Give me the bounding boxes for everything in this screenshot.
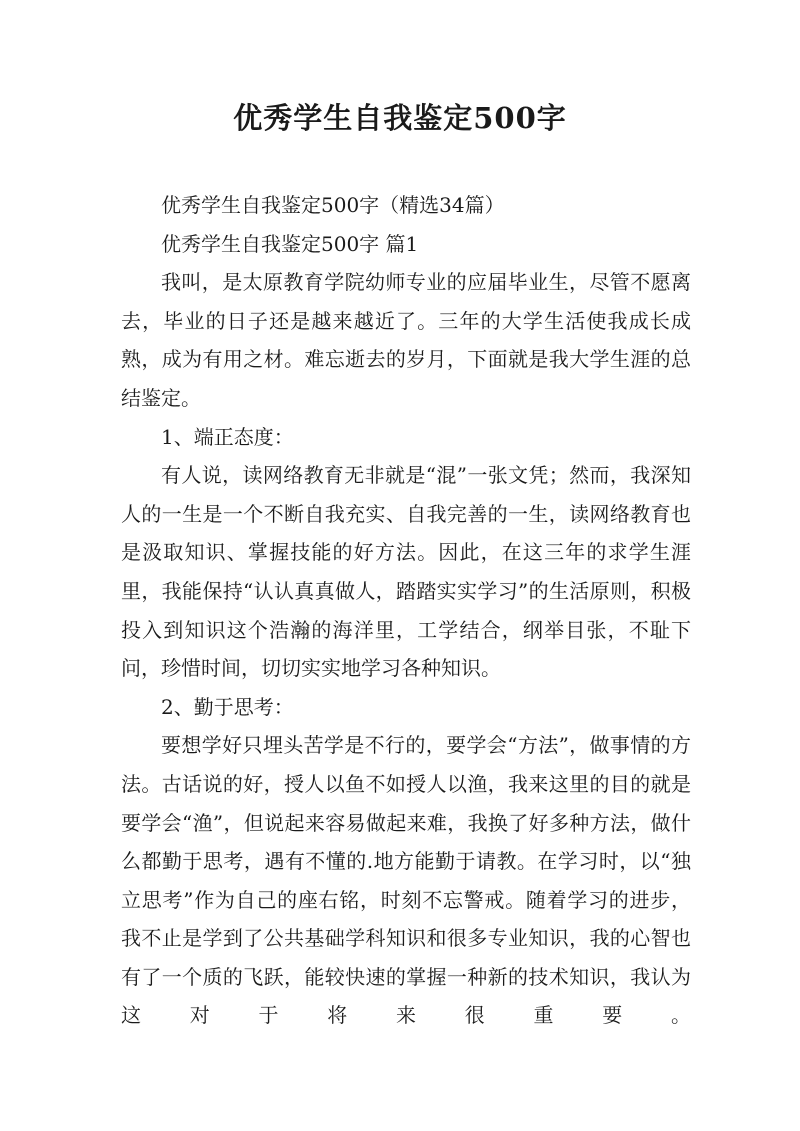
point-2-paragraph: 要想学好只埋头苦学是不行的，要学会“方法”，做事情的方法。古话说的好，授人以鱼不如授人以渔，我来这里的目的就是要学会“渔”，但说起来容易做起来难，我换了好多种方法，做什么都勤于思考，遇有不懂的.地方能勤于请教。在学习时，以“独立思考”作为自己的座右铭，时刻不忘警戒。随着学习的进步，我不止是学到了公共基础学科知识和很多专业知识，我的心智也有了一个质的飞跃，能较快速的掌握一种新的技术知识，我认为这对于将来很重要。 (121, 733, 691, 1028)
document-body (121, 186, 691, 1035)
point-1-heading: 1、端正态度： (161, 424, 294, 449)
point-2-heading: 2、勤于思考： (161, 694, 294, 719)
document-title: 优秀学生自我鉴定500字 (233, 101, 567, 135)
intro-paragraph: 我叫，是太原教育学院幼师专业的应届毕业生，尽管不愿离去，毕业的日子还是越来越近了。三年的大学生活使我成长成熟，成为有用之材。难忘逝去的岁月，下面就是我大学生涯的总结鉴定。 (121, 270, 691, 410)
subtitle-paragraph: 优秀学生自我鉴定500字（精选34篇） (161, 193, 505, 217)
section-heading-paragraph: 优秀学生自我鉴定500字 篇1 (161, 231, 419, 256)
point-1-paragraph: 有人说，读网络教育无非就是“混”一张文凭；然而，我深知人的一生是一个不断自我充实、自我完善的一生，读网络教育也是汲取知识、掌握技能的好方法。因此，在这三年的求学生涯里，我能保持“认认真真做人，踏踏实实学习”的生活原则，积极投入到知识这个浩瀚的海洋里，工学结合，纲举目张，不耻下问，珍惜时间，切切实实地学习各种知识。 (121, 463, 691, 681)
